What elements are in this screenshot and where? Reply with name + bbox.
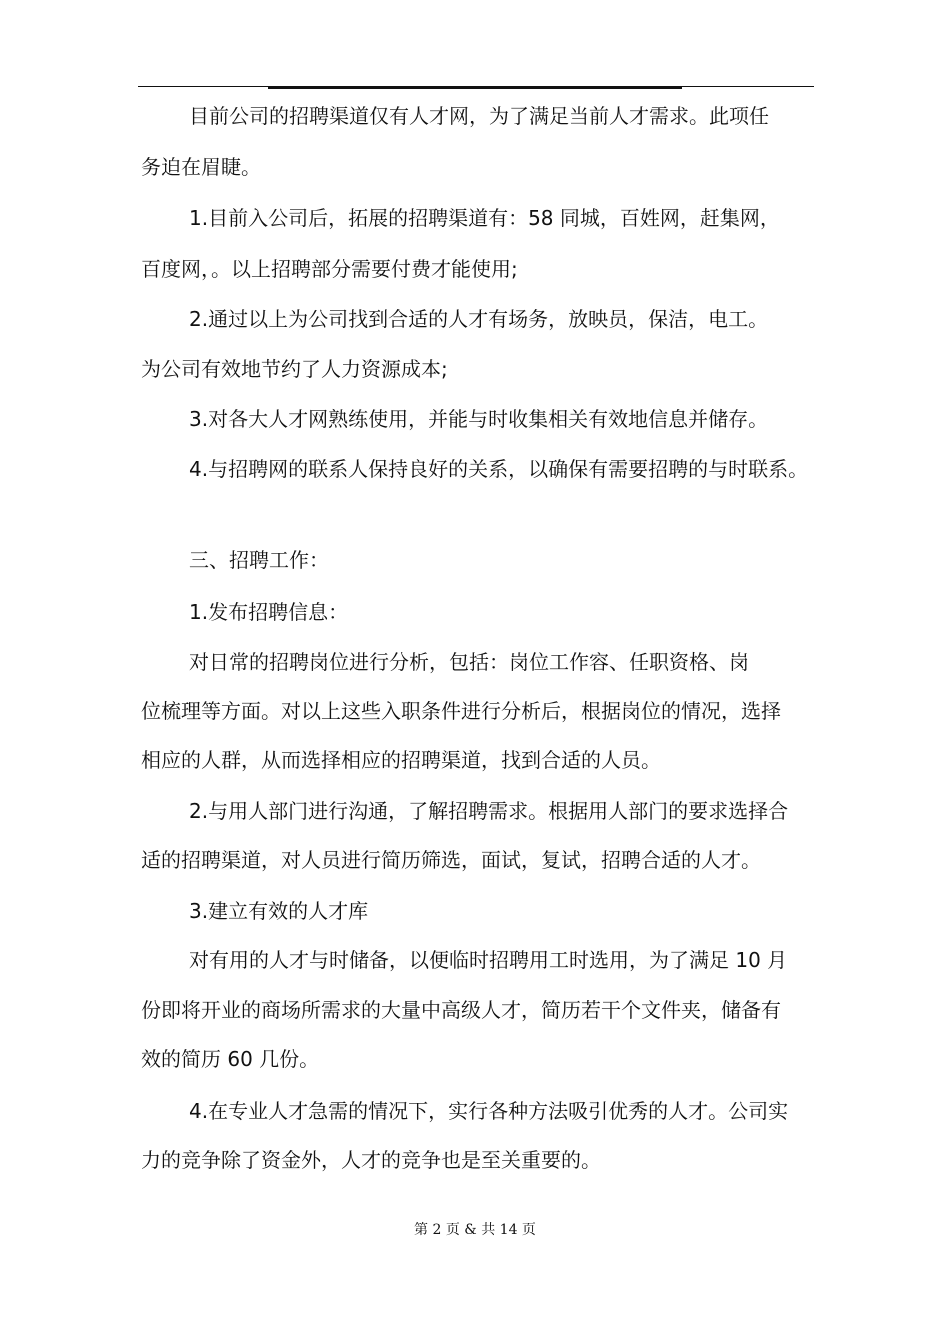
subsection-heading: 3.建立有效的人才库 — [189, 899, 369, 923]
header-rule-accent — [268, 87, 682, 89]
subsection-heading: 1.发布招聘信息： — [189, 600, 349, 624]
section-heading: 三、招聘工作： — [189, 548, 329, 572]
paragraph-line: 适的招聘渠道，对人员进行简历筛选，面试，复试，招聘合适的人才。 — [141, 848, 761, 872]
paragraph-line: 力的竞争除了资金外，人才的竞争也是至关重要的。 — [141, 1148, 601, 1172]
page-number-footer: 第 2 页 & 共 14 页 — [414, 1222, 536, 1238]
paragraph-line: 对有用的人才与时储备，以便临时招聘用工时选用，为了满足 10 月 — [189, 948, 788, 972]
paragraph-line: 2.通过以上为公司找到合适的人才有场务，放映员，保洁，电工。 — [189, 307, 769, 331]
paragraph-line: 1.目前入公司后，拓展的招聘渠道有：58 同城，百姓网，赶集网， — [189, 206, 780, 230]
paragraph-line: 4.在专业人才急需的情况下，实行各种方法吸引优秀的人才。公司实 — [189, 1099, 789, 1123]
paragraph-line: 2.与用人部门进行沟通，了解招聘需求。根据用人部门的要求选择合 — [189, 799, 789, 823]
paragraph-line: 4.与招聘网的联系人保持良好的关系，以确保有需要招聘的与时联系。 — [189, 457, 809, 481]
paragraph-line: 3.对各大人才网熟练使用，并能与时收集相关有效地信息并储存。 — [189, 407, 769, 431]
paragraph-line: 目前公司的招聘渠道仅有人才网，为了满足当前人才需求。此项任 — [189, 104, 769, 128]
paragraph-line: 效的简历 60 几份。 — [141, 1047, 320, 1071]
paragraph-line: 位梳理等方面。对以上这些入职条件进行分析后，根据岗位的情况，选择 — [141, 699, 781, 723]
paragraph-line: 为公司有效地节约了人力资源成本; — [141, 357, 448, 381]
paragraph-line: 相应的人群，从而选择相应的招聘渠道，找到合适的人员。 — [141, 748, 661, 772]
paragraph-line: 份即将开业的商场所需求的大量中高级人才，简历若干个文件夹，储备有 — [141, 998, 781, 1022]
paragraph-line: 务迫在眉睫。 — [141, 155, 261, 179]
paragraph-line: 百度网，。以上招聘部分需要付费才能使用; — [141, 257, 518, 281]
paragraph-line: 对日常的招聘岗位进行分析，包括：岗位工作容、任职资格、岗 — [189, 650, 749, 674]
